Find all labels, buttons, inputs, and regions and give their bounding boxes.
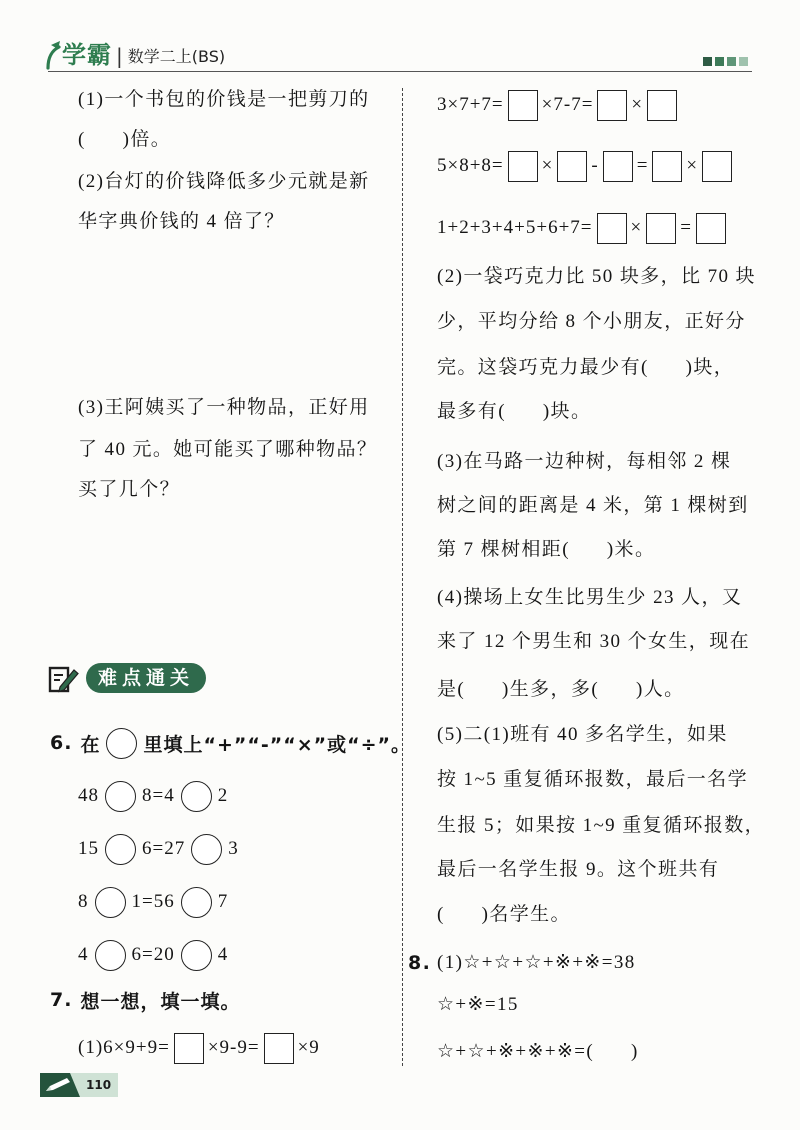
q5-part3-line: 了 40 元。她可能买了哪种物品？	[78, 439, 378, 460]
equation-text: =	[636, 155, 649, 176]
q6-end: 4	[217, 944, 229, 965]
q6-end: 3	[228, 838, 239, 859]
q7-part1-equation	[78, 1031, 320, 1065]
page-number-tab	[40, 1073, 118, 1097]
equation-text: ×	[630, 217, 643, 238]
q6-prefix: 在	[80, 733, 101, 756]
q7-part1-equation	[437, 88, 681, 122]
answer-box[interactable]	[508, 90, 538, 121]
q7-part4-line: 来了 12 个男生和 30 个女生，现在	[437, 631, 751, 652]
answer-box[interactable]	[597, 213, 627, 244]
pencil-icon	[40, 1073, 84, 1097]
answer-box[interactable]	[646, 213, 676, 244]
equation-text: (1)6×9+9=	[78, 1037, 170, 1058]
q8-line: ☆+☆+※+※+※=( )	[437, 1041, 639, 1062]
q6-equation-row	[78, 938, 228, 972]
equation-text: ×	[541, 155, 554, 176]
equation-text: ×9	[297, 1037, 320, 1058]
q7-part5-line: (5)二(1)班有 40 多名学生，如果	[437, 724, 728, 745]
q6-middle: 8=4	[142, 785, 175, 806]
answer-box[interactable]	[652, 151, 682, 182]
q7-part3-line: 第 7 棵树相距( )米。	[437, 539, 656, 560]
q7-part5-line: 最后一名学生报 9。这个班共有	[437, 859, 720, 880]
answer-circle[interactable]	[181, 781, 212, 812]
answer-circle[interactable]	[191, 834, 222, 865]
q6-operand: 8	[78, 891, 89, 912]
q6-operand: 48	[78, 785, 99, 806]
q7-part1-equation	[437, 211, 730, 245]
q8-number: 8.	[408, 952, 432, 974]
q5-part1-blank-line: ( )倍。	[78, 129, 172, 150]
q7-part4-line: (4)操场上女生比男生少 23 人，又	[437, 587, 743, 608]
q6-middle: 1=56	[131, 891, 175, 912]
q6-suffix: 里填上“+”“-”“×”或“÷”。	[143, 733, 412, 756]
q6-equation-row	[78, 779, 228, 813]
q7-part2-line: (2)一袋巧克力比 50 块多，比 70 块	[437, 266, 756, 287]
column-divider	[402, 88, 403, 1066]
brand-logo-text: 学霸	[62, 41, 112, 69]
q6-equation-row	[78, 885, 228, 919]
answer-circle[interactable]	[181, 940, 212, 971]
answer-box[interactable]	[508, 151, 538, 182]
page-header	[44, 38, 225, 70]
equation-text: ×	[686, 155, 699, 176]
mortarboard-icon	[44, 40, 62, 70]
book-title: 数学二上(BS)	[127, 47, 226, 66]
q7-part4-line: 是( )生多，多( )人。	[437, 679, 685, 700]
header-square	[703, 57, 712, 66]
answer-circle[interactable]	[105, 834, 136, 865]
header-square	[727, 57, 736, 66]
q5-part2-line: 华字典价钱的 4 倍了？	[78, 211, 285, 232]
answer-box[interactable]	[702, 151, 732, 182]
answer-circle[interactable]	[95, 940, 126, 971]
q6-middle: 6=27	[142, 838, 186, 859]
q5-part3-line: (3)王阿姨买了一种物品，正好用	[78, 397, 370, 418]
answer-circle[interactable]	[105, 781, 136, 812]
q6-number: 6.	[50, 732, 73, 754]
answer-box[interactable]	[647, 90, 677, 121]
equation-text: ×7-7=	[541, 94, 594, 115]
q7-part2-line: 最多有( )块。	[437, 401, 592, 422]
q5-part1-line: (1)一个书包的价钱是一把剪刀的	[78, 89, 370, 110]
q6-end: 7	[217, 891, 229, 912]
q7-part3-line: 树之间的距离是 4 米，第 1 棵树到	[437, 495, 749, 516]
answer-box[interactable]	[264, 1033, 294, 1064]
q5-part3-line: 买了几个？	[78, 479, 181, 500]
q6-operand: 15	[78, 838, 99, 859]
answer-box[interactable]	[174, 1033, 204, 1064]
q6-middle: 6=20	[131, 944, 175, 965]
answer-circle[interactable]	[106, 728, 137, 759]
q6-end: 2	[217, 785, 229, 806]
q7-part5-line: ( )名学生。	[437, 904, 571, 925]
q5-part2-line: (2)台灯的价钱降低多少元就是新	[78, 171, 370, 192]
q7-heading	[50, 983, 240, 1017]
answer-box[interactable]	[603, 151, 633, 182]
header-squares	[703, 57, 748, 66]
header-rule	[48, 71, 752, 72]
q8-line: (1)☆+☆+☆+※+※=38	[437, 952, 636, 973]
q8-line: ☆+※=15	[437, 994, 519, 1015]
header-square	[715, 57, 724, 66]
answer-circle[interactable]	[181, 887, 212, 918]
q7-part2-line: 完。这袋巧克力最少有( )块，	[437, 357, 735, 378]
q7-part3-line: (3)在马路一边种树，每相邻 2 棵	[437, 451, 732, 472]
answer-box[interactable]	[557, 151, 587, 182]
q6-operand: 4	[78, 944, 89, 965]
q7-title: 想一想，填一填。	[80, 990, 241, 1013]
answer-circle[interactable]	[95, 887, 126, 918]
equation-text: 1+2+3+4+5+6+7=	[437, 217, 593, 238]
section-title-badge: 难点通关	[86, 663, 206, 693]
answer-box[interactable]	[597, 90, 627, 121]
q7-number: 7.	[50, 989, 73, 1011]
header-separator: |	[116, 44, 123, 68]
q6-instruction	[50, 726, 411, 760]
q7-part5-line: 生报 5；如果按 1~9 重复循环报数，	[437, 815, 766, 836]
equation-text: 5×8+8=	[437, 155, 504, 176]
header-square	[739, 57, 748, 66]
page-number: 110	[86, 1078, 112, 1092]
q6-equation-row	[78, 832, 239, 866]
equation-text: 3×7+7=	[437, 94, 504, 115]
equation-text: =	[680, 217, 692, 238]
q7-part2-line: 少，平均分给 8 个小朋友，正好分	[437, 311, 746, 332]
answer-box[interactable]	[696, 213, 726, 244]
equation-text: ×9-9=	[207, 1037, 260, 1058]
q7-part5-line: 按 1~5 重复循环报数，最后一名学	[437, 769, 748, 790]
q7-part1-equation	[437, 149, 736, 183]
equation-text: -	[591, 155, 599, 176]
equation-text: ×	[631, 94, 644, 115]
pencil-paper-icon	[48, 664, 80, 694]
